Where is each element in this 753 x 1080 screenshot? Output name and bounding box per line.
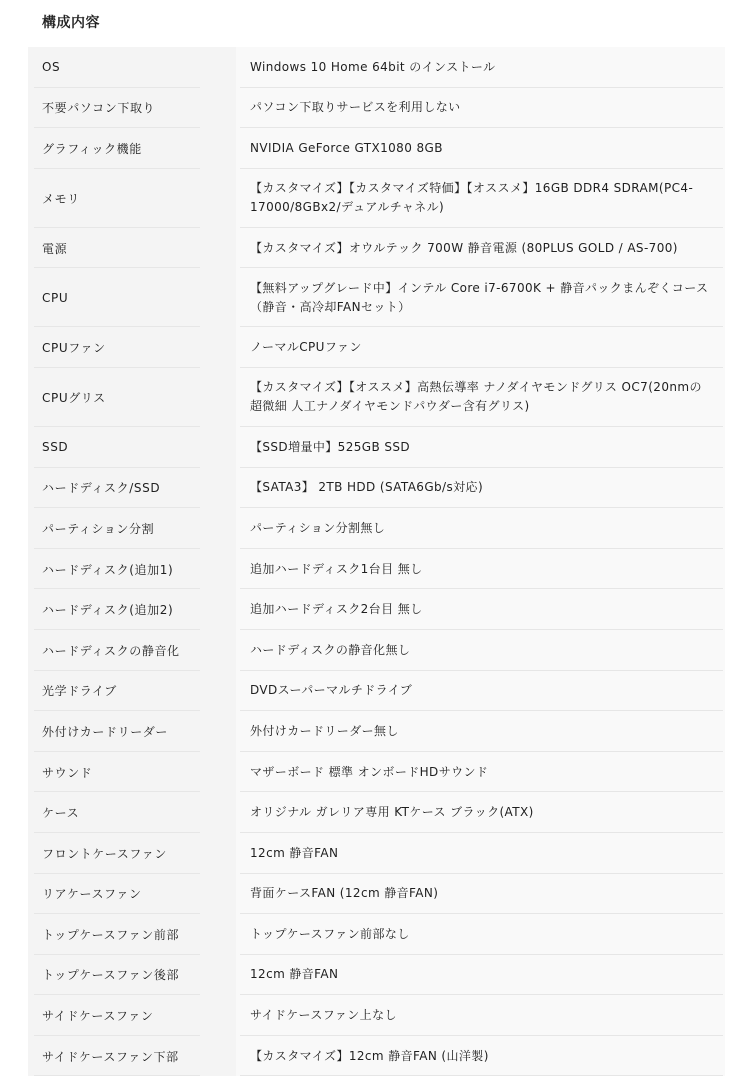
spec-value: 追加ハードディスク1台目 無し <box>236 549 725 590</box>
spec-value: 追加ハードディスク2台目 無し <box>236 589 725 630</box>
spec-value: パーティション分割無し <box>236 508 725 549</box>
spec-label: 電源 <box>28 228 236 269</box>
spec-label: フロントケースファン <box>28 833 236 874</box>
spec-value: サイドケースファン上なし <box>236 995 725 1036</box>
spec-label: CPU <box>28 268 236 327</box>
spec-label: サイドケースファン <box>28 995 236 1036</box>
spec-label: ケース <box>28 792 236 833</box>
spec-value: 12cm 静音FAN <box>236 833 725 874</box>
spec-row-optical <box>28 671 725 712</box>
spec-row-case <box>28 792 725 833</box>
spec-value: DVDスーパーマルチドライブ <box>236 671 725 712</box>
spec-value: オリジナル ガレリア専用 KTケース ブラック(ATX) <box>236 792 725 833</box>
spec-row-power <box>28 228 725 269</box>
spec-row-sound <box>28 752 725 793</box>
spec-row-trade-in <box>28 88 725 129</box>
spec-value: 【カスタマイズ】オウルテック 700W 静音電源 (80PLUS GOLD / AS-700) <box>236 228 725 269</box>
spec-value: NVIDIA GeForce GTX1080 8GB <box>236 128 725 169</box>
spec-label: サイドケースファン下部 <box>28 1036 236 1077</box>
spec-row-memory <box>28 169 725 228</box>
spec-value: 外付けカードリーダー無し <box>236 711 725 752</box>
spec-value: 12cm 静音FAN <box>236 955 725 996</box>
spec-label: サウンド <box>28 752 236 793</box>
spec-label: ハードディスク(追加2) <box>28 589 236 630</box>
spec-value: 【SSD増量中】525GB SSD <box>236 427 725 468</box>
spec-label: 不要パソコン下取り <box>28 88 236 129</box>
section-title: 構成内容 <box>42 15 100 31</box>
spec-row-top-fan-front <box>28 914 725 955</box>
spec-row-ssd <box>28 427 725 468</box>
spec-label: リアケースファン <box>28 874 236 915</box>
spec-row-cpu <box>28 268 725 327</box>
spec-label: ハードディスク(追加1) <box>28 549 236 590</box>
spec-row-front-fan <box>28 833 725 874</box>
spec-value: トップケースファン前部なし <box>236 914 725 955</box>
spec-label: トップケースファン後部 <box>28 955 236 996</box>
spec-row-rear-fan <box>28 874 725 915</box>
spec-value: Windows 10 Home 64bit のインストール <box>236 47 725 88</box>
spec-label: 外付けカードリーダー <box>28 711 236 752</box>
spec-value: 背面ケースFAN (12cm 静音FAN) <box>236 874 725 915</box>
spec-value: 【カスタマイズ】12cm 静音FAN (山洋製) <box>236 1036 725 1077</box>
spec-value: ノーマルCPUファン <box>236 327 725 368</box>
spec-label: ハードディスク/SSD <box>28 468 236 509</box>
spec-value: 【SATA3】 2TB HDD (SATA6Gb/s対応) <box>236 468 725 509</box>
spec-row-cpu-grease <box>28 368 725 427</box>
spec-row-os <box>28 47 725 88</box>
spec-row-graphics <box>28 128 725 169</box>
spec-value: 【カスタマイズ】【オススメ】高熱伝導率 ナノダイヤモンドグリス OC7(20nmの超微細 人工ナノダイヤモンドパウダー含有グリス) <box>236 368 725 427</box>
spec-row-hdd-silent <box>28 630 725 671</box>
spec-row-side-fan-lower <box>28 1036 725 1077</box>
spec-table <box>28 47 725 1076</box>
spec-label: トップケースファン前部 <box>28 914 236 955</box>
spec-label: メモリ <box>28 169 236 228</box>
spec-row-card-reader <box>28 711 725 752</box>
spec-row-top-fan-rear <box>28 955 725 996</box>
spec-label: パーティション分割 <box>28 508 236 549</box>
spec-row-hdd-extra-2 <box>28 589 725 630</box>
spec-value: 【無料アップグレード中】インテル Core i7-6700K + 静音パックまんぞくコース（静音・高冷却FANセット） <box>236 268 725 327</box>
spec-label: OS <box>28 47 236 88</box>
spec-label: グラフィック機能 <box>28 128 236 169</box>
spec-label: 光学ドライブ <box>28 671 236 712</box>
spec-label: SSD <box>28 427 236 468</box>
spec-value: ハードディスクの静音化無し <box>236 630 725 671</box>
spec-row-cpu-fan <box>28 327 725 368</box>
spec-value: マザーボード 標準 オンボードHDサウンド <box>236 752 725 793</box>
spec-row-side-fan <box>28 995 725 1036</box>
spec-row-partition <box>28 508 725 549</box>
spec-value: 【カスタマイズ】【カスタマイズ特価】【オススメ】16GB DDR4 SDRAM(PC4-17000/8GBx2/デュアルチャネル) <box>236 169 725 228</box>
spec-label: ハードディスクの静音化 <box>28 630 236 671</box>
spec-label: CPUグリス <box>28 368 236 427</box>
spec-row-hdd-extra-1 <box>28 549 725 590</box>
spec-row-hdd <box>28 468 725 509</box>
spec-label: CPUファン <box>28 327 236 368</box>
spec-value: パソコン下取りサービスを利用しない <box>236 88 725 129</box>
